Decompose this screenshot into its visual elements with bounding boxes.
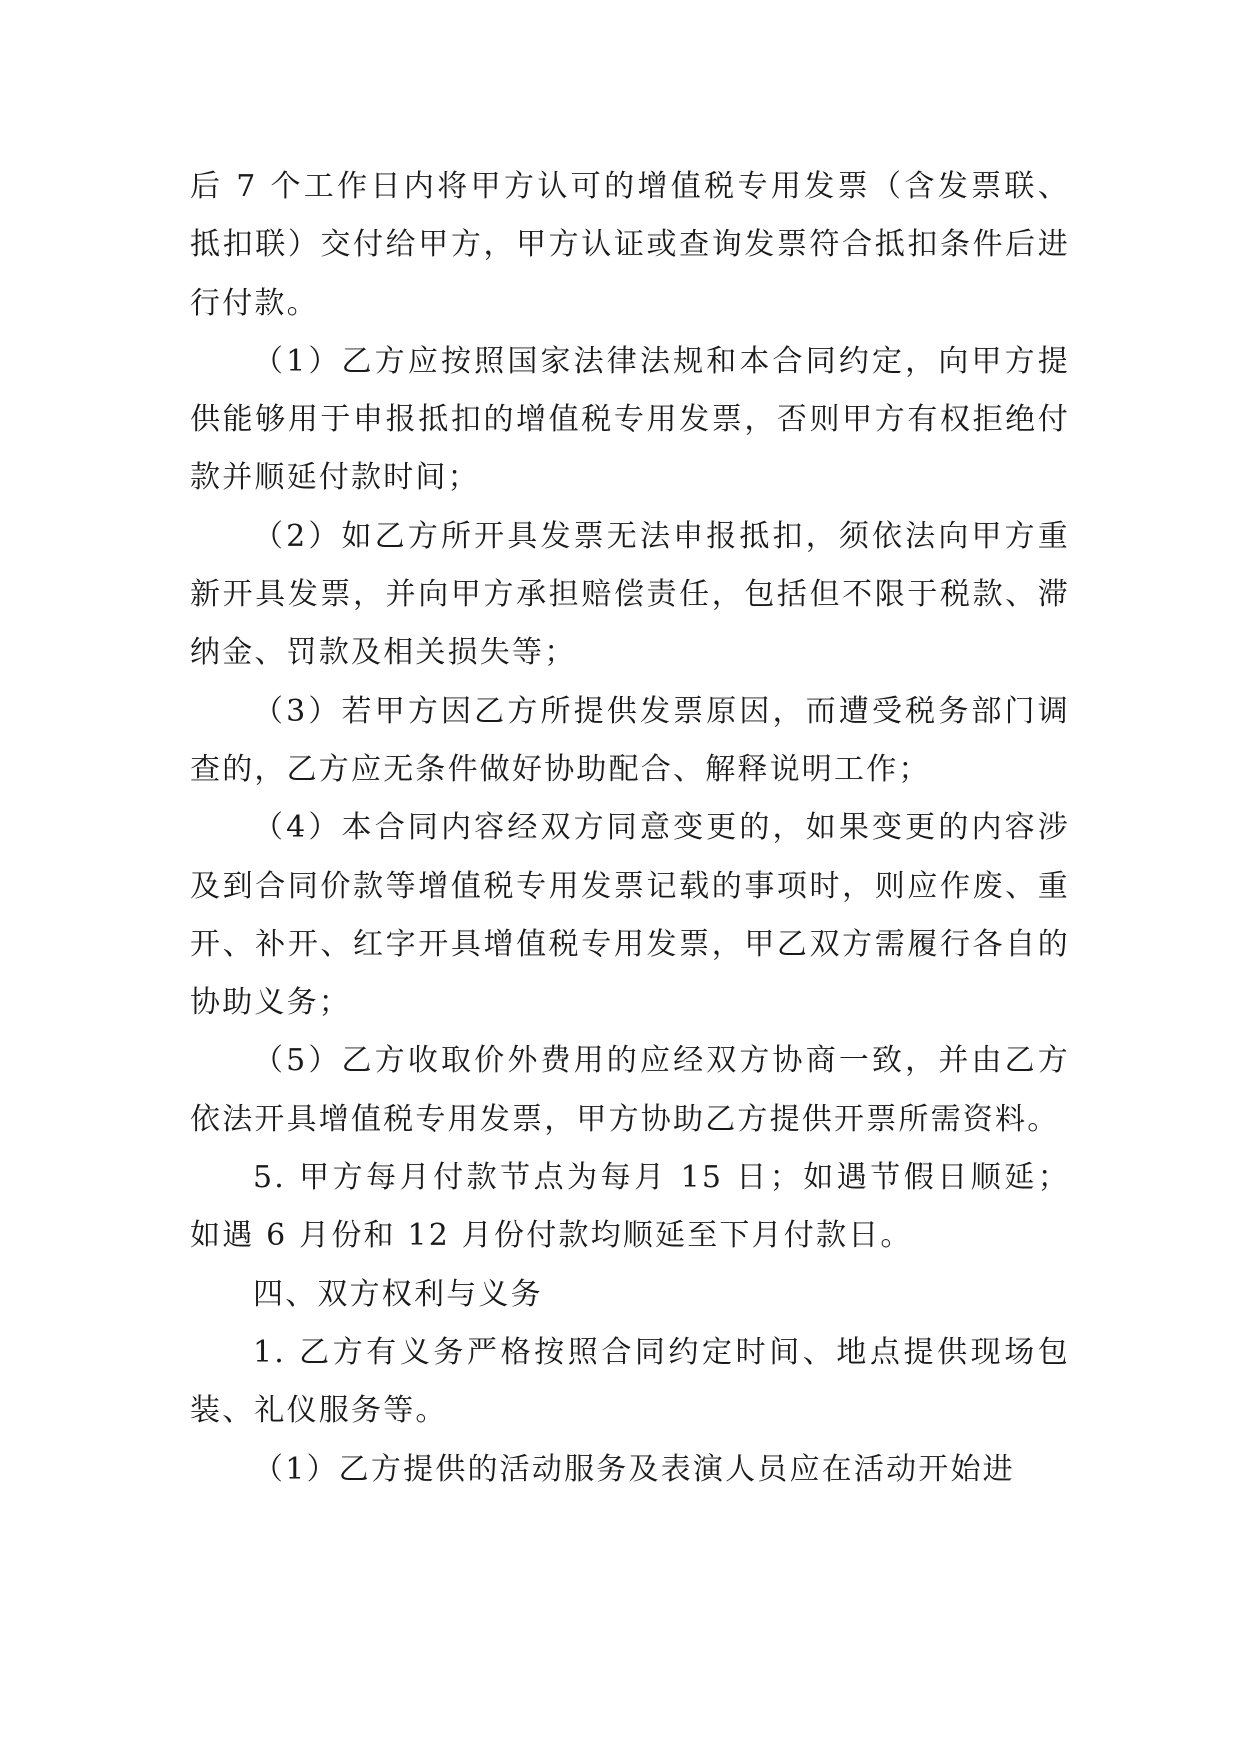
document-body xyxy=(190,158,1070,1499)
section-heading-rights-obligations: 四、双方权利与义务 xyxy=(253,1276,543,1312)
paragraph-obligation-1-item-1: （1）乙方提供的活动服务及表演人员应在活动开始进 xyxy=(253,1451,1015,1487)
paragraph-clause-2: （2）如乙方所开具发票无法申报抵扣，须依法向甲方重新开具发票，并向甲方承担赔偿责任，包括但不限于税款、滞纳金、罚款及相关损失等； xyxy=(190,518,1070,671)
paragraph-clause-5: （5）乙方收取价外费用的应经双方协商一致，并由乙方依法开具增值税专用发票，甲方协助乙方提供开票所需资料。 xyxy=(190,1043,1070,1137)
paragraph-invoice-delivery: 后 7 个工作日内将甲方认可的增值税专用发票（含发票联、抵扣联）交付给甲方，甲方认证或查询发票符合抵扣条件后进行付款。 xyxy=(190,169,1070,321)
paragraph-payment-schedule: 5. 甲方每月付款节点为每月 15 日；如遇节假日顺延；如遇 6 月份和 12 月份付款均顺延至下月付款日。 xyxy=(190,1160,1070,1254)
paragraph-obligation-1: 1. 乙方有义务严格按照合同约定时间、地点提供现场包装、礼仪服务等。 xyxy=(190,1334,1070,1429)
paragraph-clause-4: （4）本合同内容经双方同意变更的，如果变更的内容涉及到合同价款等增值税专用发票记载的事项时，则应作废、重开、补开、红字开具增值税专用发票，甲乙双方需履行各自的协助义务； xyxy=(190,810,1070,1021)
paragraph-clause-3: （3）若甲方因乙方所提供发票原因，而遭受税务部门调查的，乙方应无条件做好协助配合、解释说明工作； xyxy=(190,693,1070,787)
paragraph-clause-1: （1）乙方应按照国家法律法规和本合同约定，向甲方提供能够用于申报抵扣的增值税专用发票，否则甲方有权拒绝付款并顺延付款时间； xyxy=(190,343,1070,496)
